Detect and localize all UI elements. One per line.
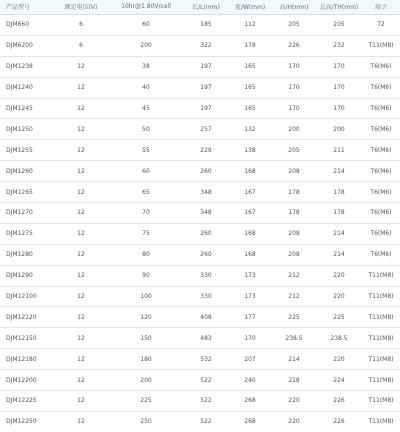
cell-terminal: T11(M8) bbox=[362, 328, 400, 349]
column-header-height: 高/H(mm) bbox=[272, 0, 316, 15]
cell-height: 214 bbox=[272, 349, 316, 370]
cell-terminal: T6(M6) bbox=[362, 203, 400, 224]
cell-capacity: 250 bbox=[140, 418, 152, 426]
cell-total-height: 225 bbox=[316, 307, 362, 328]
table-body bbox=[0, 15, 400, 432]
cell-total-height: 220 bbox=[316, 349, 362, 370]
cell-width: 168 bbox=[228, 244, 272, 265]
cell-width: 207 bbox=[228, 349, 272, 370]
cell-capacity: 40 bbox=[108, 77, 184, 98]
table-row bbox=[0, 328, 400, 349]
cell-model: DJM1245 bbox=[0, 98, 54, 119]
cell-width: 132 bbox=[228, 119, 272, 140]
cell-capacity: 90 bbox=[108, 265, 184, 286]
cell-width: 268 bbox=[244, 418, 256, 426]
cell-total-height: 232 bbox=[316, 35, 362, 56]
cell-model: DJM1260 bbox=[0, 161, 54, 182]
cell-capacity: 225 bbox=[108, 391, 184, 412]
cell-length: 330 bbox=[184, 286, 228, 307]
cell-capacity: 55 bbox=[108, 140, 184, 161]
cell-model: DJM1265 bbox=[0, 182, 54, 203]
cell-length: 348 bbox=[184, 182, 228, 203]
cell-terminal: T6(M6) bbox=[362, 161, 400, 182]
cell-length: 322 bbox=[184, 35, 228, 56]
cell-width: 112 bbox=[228, 15, 272, 36]
cell-rated-voltage: 12 bbox=[54, 182, 108, 203]
cell-capacity: 45 bbox=[108, 98, 184, 119]
cell-terminal: T6(M6) bbox=[362, 244, 400, 265]
cell-length: 197 bbox=[184, 98, 228, 119]
cell-height: 225 bbox=[272, 307, 316, 328]
cell-capacity: 100 bbox=[108, 286, 184, 307]
cell-capacity: 80 bbox=[108, 244, 184, 265]
cell-model: DJM12200 bbox=[0, 370, 54, 391]
cell-capacity: 120 bbox=[108, 307, 184, 328]
cell-rated-voltage: 12 bbox=[54, 203, 108, 224]
cell-capacity: 75 bbox=[108, 223, 184, 244]
cell-capacity: 65 bbox=[108, 182, 184, 203]
table-row bbox=[0, 265, 400, 286]
cell-capacity: 70 bbox=[108, 203, 184, 224]
cell-rated-voltage: 12 bbox=[54, 265, 108, 286]
cell-terminal: T6(M6) bbox=[362, 98, 400, 119]
cell-terminal: T6(M6) bbox=[362, 182, 400, 203]
cell-terminal: T6(M6) bbox=[362, 223, 400, 244]
cell-height: 220 bbox=[288, 418, 300, 426]
cell-rated-voltage: 12 bbox=[54, 370, 108, 391]
cell-rated-voltage: 12 bbox=[54, 349, 108, 370]
cell-terminal: T11(M8) bbox=[362, 349, 400, 370]
cell-width: 173 bbox=[228, 286, 272, 307]
cell-model: DJM6200 bbox=[0, 35, 54, 56]
cell-rated-voltage: 12 bbox=[54, 161, 108, 182]
cell-width: 177 bbox=[228, 307, 272, 328]
header-row bbox=[0, 0, 400, 15]
cell-capacity: 38 bbox=[108, 56, 184, 77]
cell-model: DJM12250 bbox=[6, 418, 37, 426]
cell-total-height: 224 bbox=[316, 370, 362, 391]
cell-length: 532 bbox=[184, 349, 228, 370]
cell-total-height: 214 bbox=[316, 244, 362, 265]
cell-length: 260 bbox=[184, 244, 228, 265]
cell-total-height: 170 bbox=[316, 77, 362, 98]
cell-rated-voltage: 12 bbox=[54, 391, 108, 412]
cell-terminal: T6(M6) bbox=[362, 140, 400, 161]
cell-length: 257 bbox=[184, 119, 228, 140]
cell-height: 212 bbox=[272, 265, 316, 286]
cell-model: DJM660 bbox=[0, 15, 54, 36]
table-header bbox=[0, 0, 400, 15]
table-row bbox=[0, 119, 400, 140]
cell-total-height: 178 bbox=[316, 203, 362, 224]
cell-total-height: 170 bbox=[316, 56, 362, 77]
cell-terminal: T6(M6) bbox=[362, 119, 400, 140]
cell-length: 260 bbox=[184, 161, 228, 182]
cell-height: 205 bbox=[272, 15, 316, 36]
cell-height: 170 bbox=[272, 77, 316, 98]
cell-height: 170 bbox=[272, 98, 316, 119]
cell-length: 522 bbox=[200, 418, 212, 426]
cell-length: 197 bbox=[184, 77, 228, 98]
cell-total-height: 220 bbox=[316, 265, 362, 286]
table-row bbox=[0, 15, 400, 36]
cell-height: 205 bbox=[272, 140, 316, 161]
table-row bbox=[0, 223, 400, 244]
cell-capacity: 180 bbox=[108, 349, 184, 370]
cell-model: DJM1250 bbox=[0, 119, 54, 140]
cell-total-height: 200 bbox=[316, 119, 362, 140]
cell-model: DJM12225 bbox=[0, 391, 54, 412]
cell-terminal: T11(M8) bbox=[362, 370, 400, 391]
table-row bbox=[0, 35, 400, 56]
cell-model: DJM1255 bbox=[0, 140, 54, 161]
table-row bbox=[0, 411, 400, 431]
cell-height: 200 bbox=[272, 119, 316, 140]
cell-length: 522 bbox=[184, 391, 228, 412]
cell-rated-voltage: 12 bbox=[54, 77, 108, 98]
cell-rated-voltage: 12 bbox=[54, 98, 108, 119]
cell-capacity: 200 bbox=[108, 35, 184, 56]
table-row bbox=[0, 98, 400, 119]
column-header-capacity: 10hr@1.80V/cell bbox=[108, 0, 184, 15]
cell-rated-voltage: 6 bbox=[54, 15, 108, 36]
cell-length: 260 bbox=[184, 223, 228, 244]
cell-model: DJM1290 bbox=[0, 265, 54, 286]
table-row bbox=[0, 307, 400, 328]
column-header-length: 长/L(mm) bbox=[184, 0, 228, 15]
cell-total-height: 226 bbox=[333, 418, 345, 426]
cell-width: 167 bbox=[228, 203, 272, 224]
cell-terminal: T6(M6) bbox=[362, 77, 400, 98]
cell-total-height: 238.5 bbox=[316, 328, 362, 349]
cell-capacity: 150 bbox=[108, 328, 184, 349]
cell-width: 240 bbox=[228, 370, 272, 391]
cell-model: DJM1270 bbox=[0, 203, 54, 224]
cell-width: 165 bbox=[228, 56, 272, 77]
cell-capacity: 60 bbox=[108, 15, 184, 36]
cell-width: 173 bbox=[228, 265, 272, 286]
table-row bbox=[0, 286, 400, 307]
cell-height: 178 bbox=[272, 182, 316, 203]
cell-model: DJM12100 bbox=[0, 286, 54, 307]
table-row bbox=[0, 203, 400, 224]
cell-length: 197 bbox=[184, 56, 228, 77]
cell-model: DJM12180 bbox=[0, 349, 54, 370]
cell-rated-voltage: 12 bbox=[54, 223, 108, 244]
cell-rated-voltage: 12 bbox=[54, 307, 108, 328]
table-row bbox=[0, 391, 400, 412]
cell-width: 165 bbox=[228, 77, 272, 98]
cell-terminal: T11(M8) bbox=[362, 35, 400, 56]
table-row bbox=[0, 56, 400, 77]
cell-capacity: 50 bbox=[108, 119, 184, 140]
cell-width: 168 bbox=[228, 161, 272, 182]
cell-total-height: 170 bbox=[316, 98, 362, 119]
cell-terminal: T11(M8) bbox=[368, 418, 394, 426]
cell-total-height: 226 bbox=[316, 391, 362, 412]
table-row bbox=[0, 161, 400, 182]
cell-model: DJM1240 bbox=[0, 77, 54, 98]
cell-rated-voltage: 12 bbox=[54, 119, 108, 140]
cell-terminal: T2 bbox=[362, 15, 400, 36]
cell-terminal: T11(M8) bbox=[362, 391, 400, 412]
cell-height: 178 bbox=[272, 203, 316, 224]
cell-rated-voltage: 12 bbox=[54, 140, 108, 161]
cell-width: 138 bbox=[228, 140, 272, 161]
cell-height: 212 bbox=[272, 286, 316, 307]
cell-terminal: T6(M6) bbox=[362, 56, 400, 77]
cell-rated-voltage: 12 bbox=[54, 328, 108, 349]
cell-terminal: T11(M8) bbox=[362, 286, 400, 307]
cell-length: 330 bbox=[184, 265, 228, 286]
cell-height: 170 bbox=[272, 56, 316, 77]
cell-model: DJM12120 bbox=[0, 307, 54, 328]
cell-capacity: 60 bbox=[108, 161, 184, 182]
cell-height: 220 bbox=[272, 391, 316, 412]
cell-rated-voltage: 12 bbox=[54, 244, 108, 265]
cell-width: 170 bbox=[228, 328, 272, 349]
cell-model: DJM1275 bbox=[0, 223, 54, 244]
cell-height: 238.5 bbox=[272, 328, 316, 349]
cell-length: 348 bbox=[184, 203, 228, 224]
table-row bbox=[0, 349, 400, 370]
cell-terminal: T11(M8) bbox=[362, 265, 400, 286]
cell-width: 165 bbox=[228, 98, 272, 119]
cell-height: 226 bbox=[272, 35, 316, 56]
cell-height: 208 bbox=[272, 223, 316, 244]
table-row bbox=[0, 182, 400, 203]
cell-width: 268 bbox=[228, 391, 272, 412]
cell-width: 178 bbox=[228, 35, 272, 56]
column-header-width: 宽/W(mm) bbox=[228, 0, 272, 15]
cell-model: DJM1280 bbox=[0, 244, 54, 265]
cell-total-height: 178 bbox=[316, 182, 362, 203]
cell-height: 218 bbox=[272, 370, 316, 391]
cell-rated-voltage: 12 bbox=[77, 418, 85, 426]
column-header-total-height: 总高/TH(mm) bbox=[316, 0, 362, 15]
cell-terminal: T11(M8) bbox=[362, 307, 400, 328]
column-header-terminal: 端子 bbox=[362, 0, 400, 15]
table-row bbox=[0, 77, 400, 98]
table-row bbox=[0, 244, 400, 265]
cell-total-height: 220 bbox=[316, 286, 362, 307]
column-header-model: 产品型号 bbox=[0, 0, 54, 15]
table-row bbox=[0, 370, 400, 391]
cell-model: DJM12150 bbox=[0, 328, 54, 349]
cell-total-height: 211 bbox=[316, 140, 362, 161]
cell-total-height: 214 bbox=[316, 223, 362, 244]
cell-length: 229 bbox=[184, 140, 228, 161]
cell-total-height: 205 bbox=[316, 15, 362, 36]
column-header-rated-voltage: 额定电压(V) bbox=[54, 0, 108, 15]
cell-height: 208 bbox=[272, 244, 316, 265]
cell-capacity: 200 bbox=[108, 370, 184, 391]
cell-width: 167 bbox=[228, 182, 272, 203]
cell-width: 168 bbox=[228, 223, 272, 244]
cell-length: 483 bbox=[184, 328, 228, 349]
cell-rated-voltage: 6 bbox=[54, 35, 108, 56]
cell-rated-voltage: 12 bbox=[54, 56, 108, 77]
cell-rated-voltage: 12 bbox=[54, 286, 108, 307]
cell-model: DJM1238 bbox=[0, 56, 54, 77]
cell-length: 185 bbox=[184, 15, 228, 36]
cell-total-height: 214 bbox=[316, 161, 362, 182]
cell-length: 408 bbox=[184, 307, 228, 328]
table-row bbox=[0, 140, 400, 161]
cell-height: 208 bbox=[272, 161, 316, 182]
cell-length: 522 bbox=[184, 370, 228, 391]
